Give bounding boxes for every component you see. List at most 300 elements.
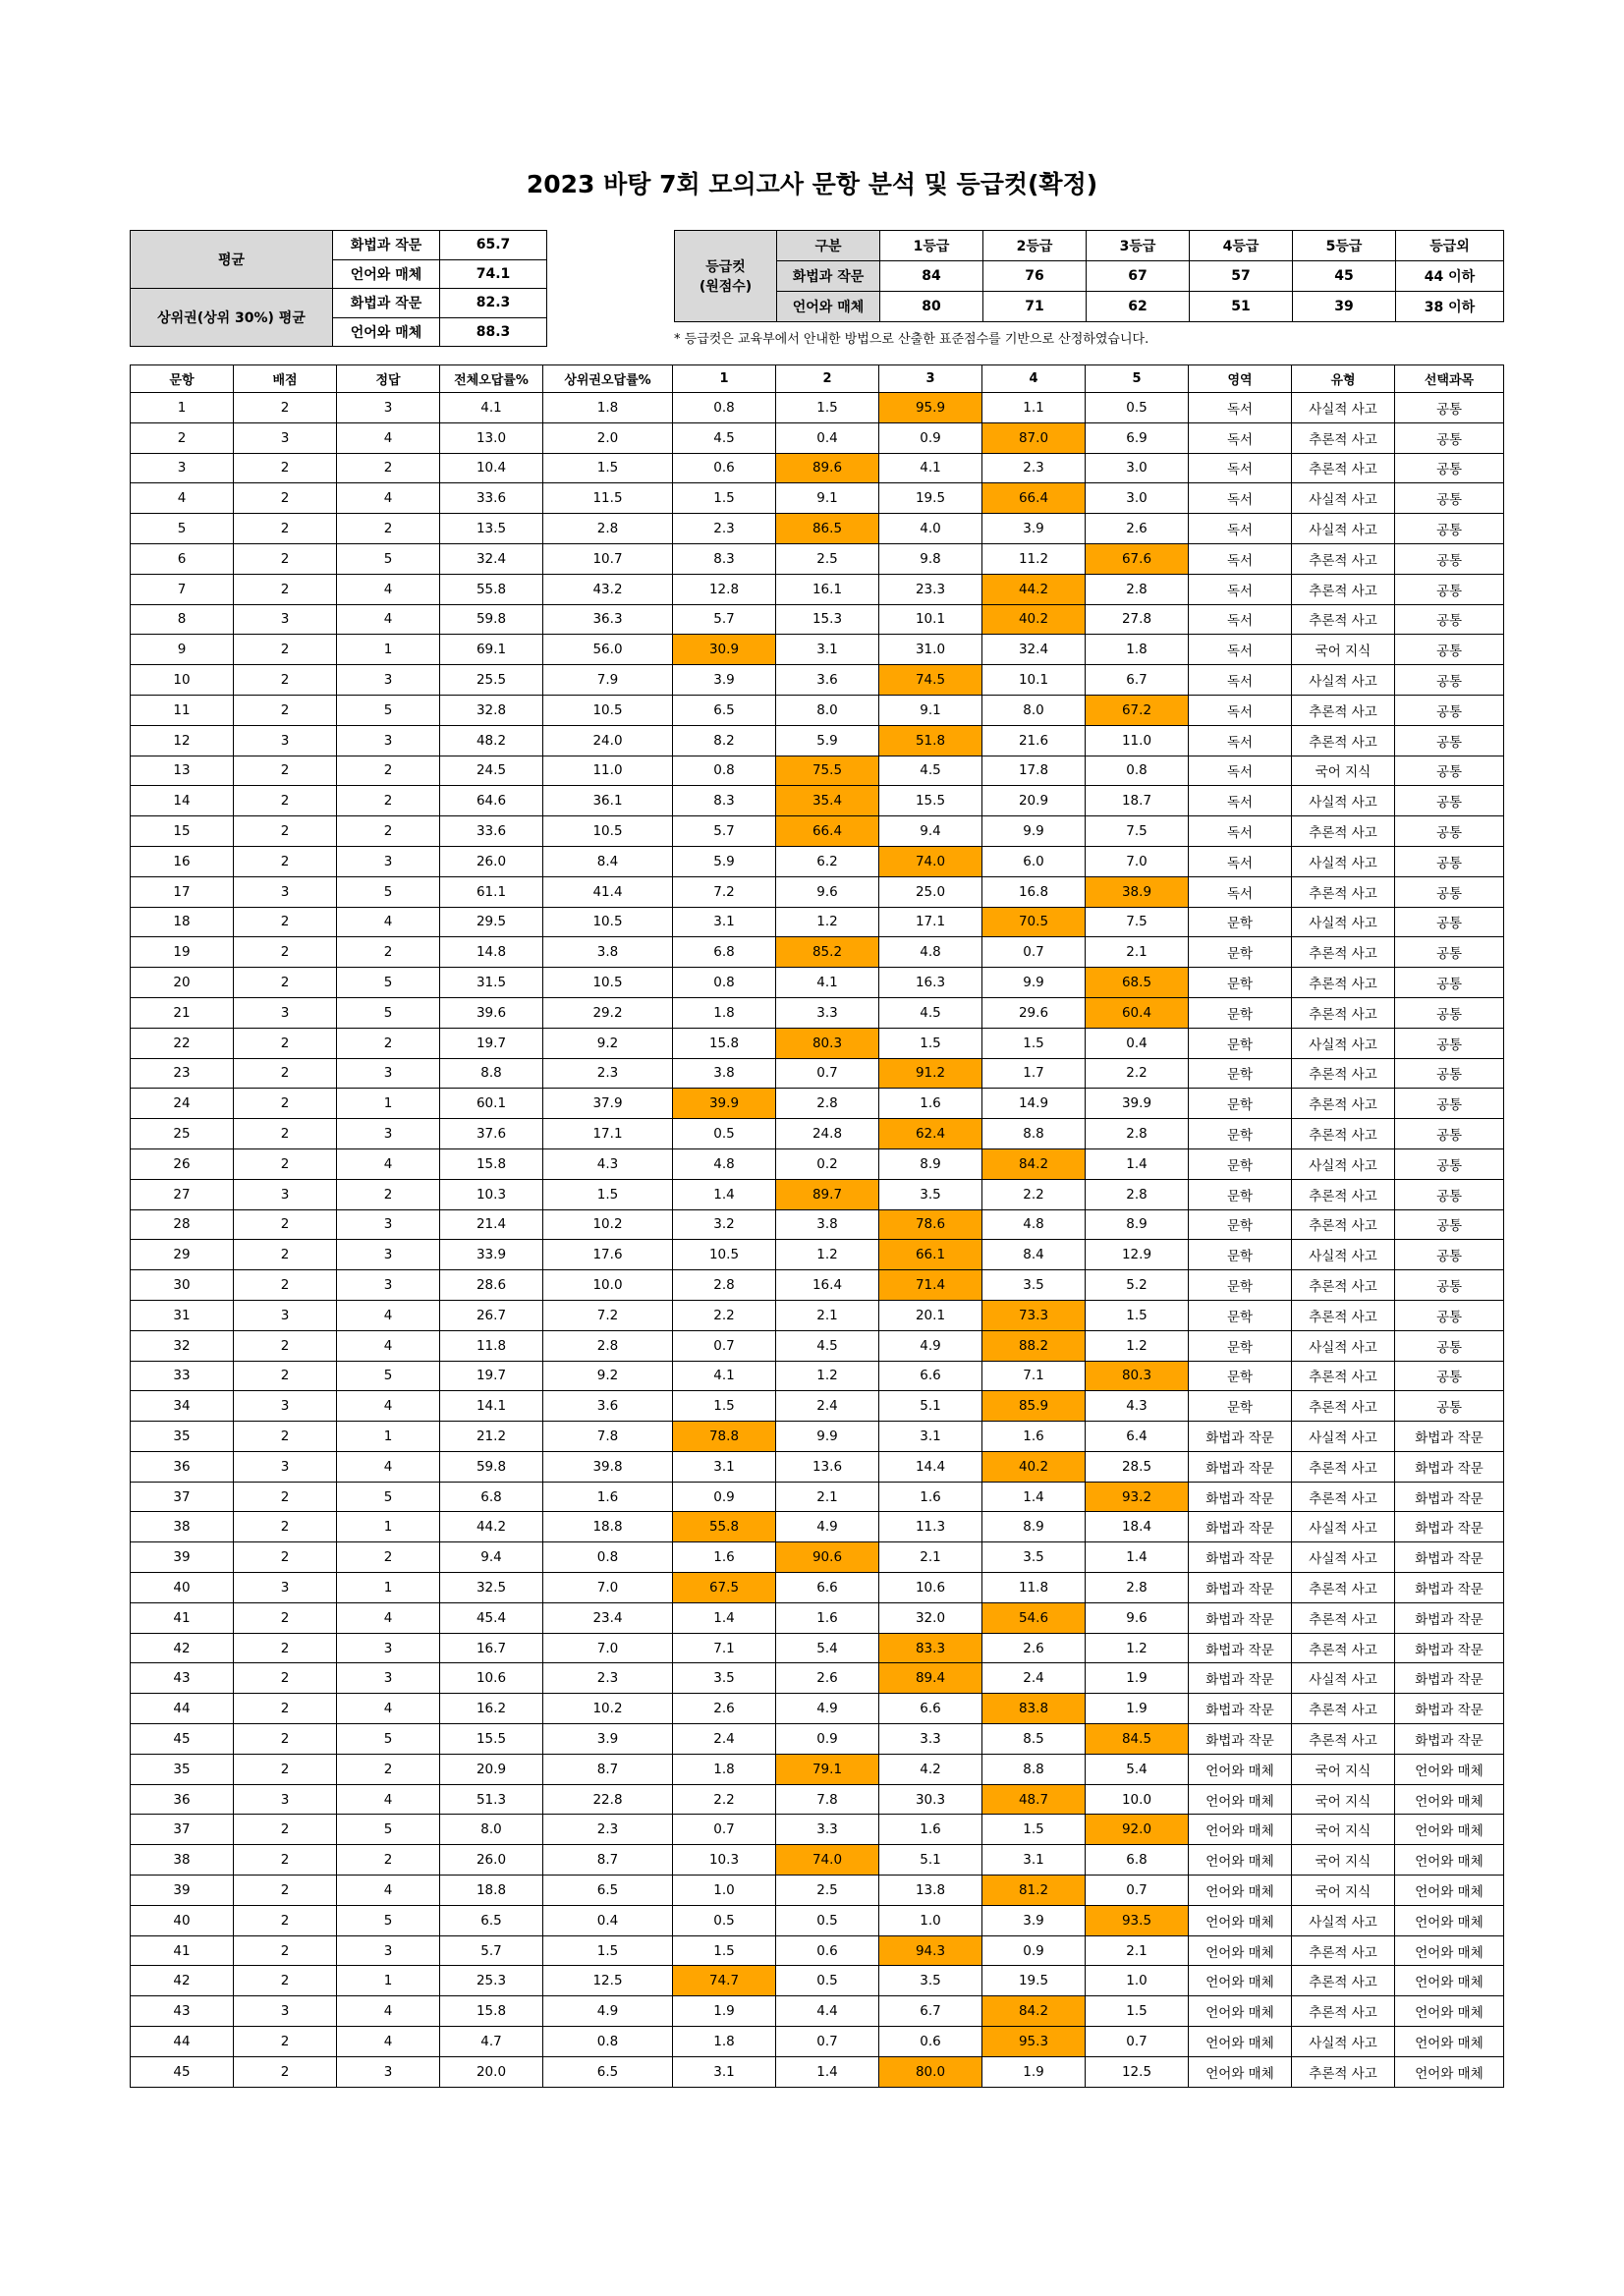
table-row xyxy=(131,1058,1504,1089)
overall-error-rate: 21.4 xyxy=(440,1209,543,1240)
points: 2 xyxy=(234,1148,337,1179)
correct-choice-rate: 40.2 xyxy=(982,1451,1086,1482)
domain: 독서 xyxy=(1189,695,1292,725)
domain: 언어와 매체 xyxy=(1189,1815,1292,1845)
choice-2-rate: 2.1 xyxy=(776,1482,879,1512)
top-error-rate: 11.5 xyxy=(543,483,673,514)
domain: 문학 xyxy=(1189,937,1292,968)
choice-2-rate: 1.5 xyxy=(776,393,879,423)
answer: 1 xyxy=(337,1512,440,1542)
choice-4-rate: 32.4 xyxy=(982,635,1086,665)
correct-choice-rate: 75.5 xyxy=(776,756,879,786)
table-row xyxy=(131,968,1504,998)
choice-2-rate: 5.4 xyxy=(776,1633,879,1663)
choice-3-rate: 4.5 xyxy=(879,756,982,786)
elective-subject: 공통 xyxy=(1395,1391,1504,1422)
cutoff-value: 39 xyxy=(1293,292,1396,322)
cutoff-value: 51 xyxy=(1190,292,1293,322)
correct-choice-rate: 71.4 xyxy=(879,1270,982,1301)
table-row xyxy=(131,1209,1504,1240)
choice-1-rate: 12.8 xyxy=(673,574,776,604)
question-type: 추론적 사고 xyxy=(1292,1270,1395,1301)
overall-error-rate: 4.7 xyxy=(440,2027,543,2057)
question-number: 44 xyxy=(131,2027,234,2057)
elective-subject: 언어와 매체 xyxy=(1395,1996,1504,2027)
choice-3-rate: 8.9 xyxy=(879,1148,982,1179)
elective-subject: 공통 xyxy=(1395,1148,1504,1179)
choice-3-rate: 32.0 xyxy=(879,1602,982,1633)
domain: 언어와 매체 xyxy=(1189,2056,1292,2087)
question-number: 35 xyxy=(131,1754,234,1784)
choice-4-rate: 3.9 xyxy=(982,514,1086,544)
header-choice-4: 4 xyxy=(982,365,1086,393)
correct-choice-rate: 66.4 xyxy=(776,816,879,847)
table-row xyxy=(131,786,1504,816)
top-error-rate: 29.2 xyxy=(543,997,673,1028)
question-number: 43 xyxy=(131,1996,234,2027)
choice-4-rate: 16.8 xyxy=(982,876,1086,907)
correct-choice-rate: 55.8 xyxy=(673,1512,776,1542)
choice-1-rate: 1.9 xyxy=(673,1996,776,2027)
choice-1-rate: 3.1 xyxy=(673,2056,776,2087)
answer: 2 xyxy=(337,786,440,816)
correct-choice-rate: 93.2 xyxy=(1086,1482,1189,1512)
domain: 독서 xyxy=(1189,876,1292,907)
correct-choice-rate: 60.4 xyxy=(1086,997,1189,1028)
domain: 화법과 작문 xyxy=(1189,1724,1292,1755)
points: 2 xyxy=(234,1119,337,1149)
elective-subject: 언어와 매체 xyxy=(1395,1754,1504,1784)
domain: 문학 xyxy=(1189,1209,1292,1240)
elective-subject: 공통 xyxy=(1395,1330,1504,1361)
question-type: 추론적 사고 xyxy=(1292,1451,1395,1482)
cutoff-subject: 언어와 매체 xyxy=(777,292,880,322)
table-row xyxy=(131,1542,1504,1573)
grade-cutoff-table xyxy=(674,230,1504,322)
domain: 언어와 매체 xyxy=(1189,1784,1292,1815)
top-error-rate: 56.0 xyxy=(543,635,673,665)
cutoff-value: 45 xyxy=(1293,261,1396,292)
points: 2 xyxy=(234,1422,337,1452)
correct-choice-rate: 51.8 xyxy=(879,725,982,756)
top-error-rate: 1.5 xyxy=(543,1935,673,1966)
choice-5-rate: 0.7 xyxy=(1086,1876,1189,1906)
correct-choice-rate: 48.7 xyxy=(982,1784,1086,1815)
domain: 독서 xyxy=(1189,604,1292,635)
question-type: 추론적 사고 xyxy=(1292,604,1395,635)
question-type: 사실적 사고 xyxy=(1292,1148,1395,1179)
domain: 화법과 작문 xyxy=(1189,1512,1292,1542)
top-error-rate: 17.1 xyxy=(543,1119,673,1149)
table-row xyxy=(131,1815,1504,1845)
overall-error-rate: 4.1 xyxy=(440,393,543,423)
question-type: 사실적 사고 xyxy=(1292,483,1395,514)
choice-3-rate: 3.3 xyxy=(879,1724,982,1755)
question-type: 추론적 사고 xyxy=(1292,876,1395,907)
answer: 5 xyxy=(337,997,440,1028)
choice-4-rate: 8.9 xyxy=(982,1512,1086,1542)
question-number: 40 xyxy=(131,1573,234,1603)
table-row xyxy=(131,846,1504,876)
elective-subject: 공통 xyxy=(1395,1119,1504,1149)
question-number: 43 xyxy=(131,1663,234,1694)
choice-5-rate: 1.5 xyxy=(1086,1996,1189,2027)
table-row xyxy=(131,2056,1504,2087)
points: 3 xyxy=(234,1451,337,1482)
header-domain: 영역 xyxy=(1189,365,1292,393)
choice-5-rate: 2.8 xyxy=(1086,1573,1189,1603)
domain: 독서 xyxy=(1189,816,1292,847)
choice-2-rate: 16.4 xyxy=(776,1270,879,1301)
table-row xyxy=(131,2027,1504,2057)
header-choice-3: 3 xyxy=(879,365,982,393)
choice-4-rate: 17.8 xyxy=(982,756,1086,786)
choice-4-rate: 1.5 xyxy=(982,1815,1086,1845)
question-number: 38 xyxy=(131,1512,234,1542)
table-row xyxy=(131,574,1504,604)
overall-error-rate: 29.5 xyxy=(440,907,543,937)
average-subject: 화법과 작문 xyxy=(333,289,440,318)
choice-2-rate: 7.8 xyxy=(776,1784,879,1815)
average-subject: 언어와 매체 xyxy=(333,259,440,289)
question-type: 추론적 사고 xyxy=(1292,997,1395,1028)
domain: 문학 xyxy=(1189,1240,1292,1270)
choice-5-rate: 2.8 xyxy=(1086,574,1189,604)
top-error-rate: 9.2 xyxy=(543,1361,673,1391)
points: 3 xyxy=(234,1179,337,1209)
answer: 5 xyxy=(337,695,440,725)
points: 2 xyxy=(234,574,337,604)
choice-2-rate: 4.1 xyxy=(776,968,879,998)
table-row xyxy=(131,453,1504,483)
top-error-rate: 3.9 xyxy=(543,1724,673,1755)
table-row xyxy=(131,1845,1504,1876)
overall-error-rate: 11.8 xyxy=(440,1330,543,1361)
question-number: 40 xyxy=(131,1905,234,1935)
top-error-rate: 37.9 xyxy=(543,1089,673,1119)
question-number: 16 xyxy=(131,846,234,876)
correct-choice-rate: 39.9 xyxy=(673,1089,776,1119)
correct-choice-rate: 83.3 xyxy=(879,1633,982,1663)
choice-3-rate: 14.4 xyxy=(879,1451,982,1482)
choice-1-rate: 3.1 xyxy=(673,1451,776,1482)
question-type: 추론적 사고 xyxy=(1292,422,1395,453)
choice-3-rate: 6.7 xyxy=(879,1996,982,2027)
choice-3-rate: 13.8 xyxy=(879,1876,982,1906)
question-number: 3 xyxy=(131,453,234,483)
choice-2-rate: 3.8 xyxy=(776,1209,879,1240)
choice-2-rate: 4.5 xyxy=(776,1330,879,1361)
elective-subject: 언어와 매체 xyxy=(1395,2056,1504,2087)
top-error-rate: 6.5 xyxy=(543,1876,673,1906)
top-error-rate: 1.6 xyxy=(543,1482,673,1512)
answer: 3 xyxy=(337,1240,440,1270)
correct-choice-rate: 85.9 xyxy=(982,1391,1086,1422)
choice-5-rate: 11.0 xyxy=(1086,725,1189,756)
cutoff-header: 5등급 xyxy=(1293,231,1396,261)
domain: 언어와 매체 xyxy=(1189,1996,1292,2027)
question-type: 추론적 사고 xyxy=(1292,1361,1395,1391)
choice-1-rate: 10.3 xyxy=(673,1845,776,1876)
overall-error-rate: 32.4 xyxy=(440,543,543,574)
overall-error-rate: 59.8 xyxy=(440,604,543,635)
answer: 4 xyxy=(337,422,440,453)
overall-error-rate: 26.0 xyxy=(440,1845,543,1876)
top-error-rate: 36.3 xyxy=(543,604,673,635)
points: 2 xyxy=(234,1876,337,1906)
choice-5-rate: 2.1 xyxy=(1086,1935,1189,1966)
answer: 4 xyxy=(337,1784,440,1815)
overall-error-rate: 26.7 xyxy=(440,1300,543,1330)
choice-5-rate: 28.5 xyxy=(1086,1451,1189,1482)
domain: 독서 xyxy=(1189,725,1292,756)
overall-error-rate: 15.5 xyxy=(440,1724,543,1755)
domain: 문학 xyxy=(1189,1361,1292,1391)
choice-3-rate: 0.6 xyxy=(879,2027,982,2057)
question-number: 41 xyxy=(131,1602,234,1633)
question-type: 추론적 사고 xyxy=(1292,1089,1395,1119)
question-number: 27 xyxy=(131,1179,234,1209)
average-label: 평균 xyxy=(131,231,333,289)
choice-3-rate: 4.1 xyxy=(879,453,982,483)
question-type: 사실적 사고 xyxy=(1292,786,1395,816)
correct-choice-rate: 93.5 xyxy=(1086,1905,1189,1935)
choice-2-rate: 4.9 xyxy=(776,1694,879,1724)
top-error-rate: 2.3 xyxy=(543,1663,673,1694)
choice-2-rate: 2.6 xyxy=(776,1663,879,1694)
top-error-rate: 2.8 xyxy=(543,514,673,544)
choice-2-rate: 2.5 xyxy=(776,1876,879,1906)
answer: 1 xyxy=(337,1966,440,1996)
question-type: 사실적 사고 xyxy=(1292,846,1395,876)
answer: 3 xyxy=(337,846,440,876)
choice-4-rate: 1.6 xyxy=(982,1422,1086,1452)
choice-4-rate: 2.4 xyxy=(982,1663,1086,1694)
cutoff-value: 71 xyxy=(983,292,1087,322)
elective-subject: 언어와 매체 xyxy=(1395,1935,1504,1966)
domain: 문학 xyxy=(1189,1119,1292,1149)
choice-2-rate: 0.7 xyxy=(776,1058,879,1089)
choice-3-rate: 5.1 xyxy=(879,1391,982,1422)
choice-3-rate: 9.8 xyxy=(879,543,982,574)
choice-5-rate: 1.4 xyxy=(1086,1148,1189,1179)
question-type: 사실적 사고 xyxy=(1292,665,1395,696)
domain: 화법과 작문 xyxy=(1189,1602,1292,1633)
choice-5-rate: 1.9 xyxy=(1086,1694,1189,1724)
question-type: 사실적 사고 xyxy=(1292,1663,1395,1694)
choice-1-rate: 2.6 xyxy=(673,1694,776,1724)
choice-2-rate: 9.1 xyxy=(776,483,879,514)
overall-error-rate: 31.5 xyxy=(440,968,543,998)
correct-choice-rate: 89.7 xyxy=(776,1179,879,1209)
answer: 2 xyxy=(337,514,440,544)
question-number: 7 xyxy=(131,574,234,604)
cutoff-header: 3등급 xyxy=(1087,231,1190,261)
correct-choice-rate: 54.6 xyxy=(982,1602,1086,1633)
question-type: 추론적 사고 xyxy=(1292,968,1395,998)
average-subject: 화법과 작문 xyxy=(333,231,440,260)
choice-3-rate: 4.9 xyxy=(879,1330,982,1361)
elective-subject: 공통 xyxy=(1395,604,1504,635)
choice-3-rate: 15.5 xyxy=(879,786,982,816)
correct-choice-rate: 81.2 xyxy=(982,1876,1086,1906)
domain: 화법과 작문 xyxy=(1189,1663,1292,1694)
table-row xyxy=(131,514,1504,544)
choice-5-rate: 2.6 xyxy=(1086,514,1189,544)
question-number: 22 xyxy=(131,1028,234,1058)
elective-subject: 공통 xyxy=(1395,1300,1504,1330)
question-number: 8 xyxy=(131,604,234,635)
question-number: 39 xyxy=(131,1876,234,1906)
elective-subject: 언어와 매체 xyxy=(1395,1845,1504,1876)
answer: 1 xyxy=(337,1089,440,1119)
question-type: 국어 지식 xyxy=(1292,635,1395,665)
choice-2-rate: 2.8 xyxy=(776,1089,879,1119)
overall-error-rate: 14.1 xyxy=(440,1391,543,1422)
choice-2-rate: 13.6 xyxy=(776,1451,879,1482)
question-type: 사실적 사고 xyxy=(1292,1512,1395,1542)
correct-choice-rate: 78.8 xyxy=(673,1422,776,1452)
question-number: 10 xyxy=(131,665,234,696)
question-number: 44 xyxy=(131,1694,234,1724)
points: 3 xyxy=(234,725,337,756)
table-row xyxy=(131,1602,1504,1633)
choice-1-rate: 3.2 xyxy=(673,1209,776,1240)
choice-5-rate: 10.0 xyxy=(1086,1784,1189,1815)
correct-choice-rate: 90.6 xyxy=(776,1542,879,1573)
answer: 5 xyxy=(337,543,440,574)
overall-error-rate: 10.6 xyxy=(440,1663,543,1694)
top-error-rate: 2.0 xyxy=(543,422,673,453)
choice-5-rate: 9.6 xyxy=(1086,1602,1189,1633)
top-error-rate: 0.8 xyxy=(543,2027,673,2057)
choice-5-rate: 6.7 xyxy=(1086,665,1189,696)
choice-2-rate: 15.3 xyxy=(776,604,879,635)
elective-subject: 화법과 작문 xyxy=(1395,1422,1504,1452)
domain: 문학 xyxy=(1189,968,1292,998)
correct-choice-rate: 87.0 xyxy=(982,422,1086,453)
cutoff-value: 76 xyxy=(983,261,1087,292)
choice-1-rate: 3.9 xyxy=(673,665,776,696)
question-number: 21 xyxy=(131,997,234,1028)
points: 2 xyxy=(234,1663,337,1694)
choice-1-rate: 3.1 xyxy=(673,907,776,937)
table-row xyxy=(131,1935,1504,1966)
question-type: 추론적 사고 xyxy=(1292,816,1395,847)
points: 2 xyxy=(234,1754,337,1784)
answer: 5 xyxy=(337,968,440,998)
question-type: 사실적 사고 xyxy=(1292,1028,1395,1058)
choice-2-rate: 0.6 xyxy=(776,1935,879,1966)
average-value: 82.3 xyxy=(440,289,547,318)
answer: 3 xyxy=(337,1119,440,1149)
top-error-rate: 18.8 xyxy=(543,1512,673,1542)
elective-subject: 화법과 작문 xyxy=(1395,1451,1504,1482)
choice-5-rate: 1.0 xyxy=(1086,1966,1189,1996)
domain: 문학 xyxy=(1189,997,1292,1028)
choice-3-rate: 25.0 xyxy=(879,876,982,907)
question-number: 36 xyxy=(131,1784,234,1815)
points: 2 xyxy=(234,483,337,514)
top-error-rate: 0.8 xyxy=(543,1542,673,1573)
question-number: 30 xyxy=(131,1270,234,1301)
table-row xyxy=(131,907,1504,937)
choice-4-rate: 3.9 xyxy=(982,1905,1086,1935)
question-type: 추론적 사고 xyxy=(1292,725,1395,756)
answer: 2 xyxy=(337,756,440,786)
points: 2 xyxy=(234,1694,337,1724)
domain: 언어와 매체 xyxy=(1189,1845,1292,1876)
header-choice-2: 2 xyxy=(776,365,879,393)
choice-3-rate: 1.0 xyxy=(879,1905,982,1935)
cutoff-header: 2등급 xyxy=(983,231,1087,261)
overall-error-rate: 33.9 xyxy=(440,1240,543,1270)
overall-error-rate: 37.6 xyxy=(440,1119,543,1149)
question-number: 19 xyxy=(131,937,234,968)
correct-choice-rate: 74.0 xyxy=(879,846,982,876)
top-error-rate: 39.8 xyxy=(543,1451,673,1482)
choice-5-rate: 18.4 xyxy=(1086,1512,1189,1542)
header-overall-error-rate: 전체오답률% xyxy=(440,365,543,393)
choice-4-rate: 1.4 xyxy=(982,1482,1086,1512)
table-row xyxy=(131,604,1504,635)
elective-subject: 공통 xyxy=(1395,756,1504,786)
table-row xyxy=(131,816,1504,847)
overall-error-rate: 26.0 xyxy=(440,846,543,876)
table-row xyxy=(131,937,1504,968)
question-type: 사실적 사고 xyxy=(1292,1240,1395,1270)
answer: 4 xyxy=(337,574,440,604)
points: 2 xyxy=(234,968,337,998)
top-error-rate: 43.2 xyxy=(543,574,673,604)
correct-choice-rate: 84.2 xyxy=(982,1996,1086,2027)
question-number: 20 xyxy=(131,968,234,998)
question-number: 45 xyxy=(131,2056,234,2087)
elective-subject: 화법과 작문 xyxy=(1395,1512,1504,1542)
points: 2 xyxy=(234,695,337,725)
table-row xyxy=(131,1996,1504,2027)
elective-subject: 화법과 작문 xyxy=(1395,1694,1504,1724)
table-row xyxy=(131,422,1504,453)
domain: 문학 xyxy=(1189,1179,1292,1209)
question-type: 사실적 사고 xyxy=(1292,1330,1395,1361)
elective-subject: 화법과 작문 xyxy=(1395,1482,1504,1512)
domain: 독서 xyxy=(1189,514,1292,544)
elective-subject: 공통 xyxy=(1395,968,1504,998)
elective-subject: 화법과 작문 xyxy=(1395,1663,1504,1694)
choice-5-rate: 5.4 xyxy=(1086,1754,1189,1784)
points: 2 xyxy=(234,1361,337,1391)
choice-1-rate: 1.8 xyxy=(673,2027,776,2057)
question-number: 26 xyxy=(131,1148,234,1179)
correct-choice-rate: 30.9 xyxy=(673,635,776,665)
points: 2 xyxy=(234,543,337,574)
choice-5-rate: 1.2 xyxy=(1086,1330,1189,1361)
overall-error-rate: 15.8 xyxy=(440,1148,543,1179)
overall-error-rate: 5.7 xyxy=(440,1935,543,1966)
choice-1-rate: 0.8 xyxy=(673,756,776,786)
elective-subject: 공통 xyxy=(1395,574,1504,604)
table-row xyxy=(131,876,1504,907)
choice-5-rate: 3.0 xyxy=(1086,453,1189,483)
points: 2 xyxy=(234,393,337,423)
domain: 문학 xyxy=(1189,1391,1292,1422)
choice-3-rate: 4.2 xyxy=(879,1754,982,1784)
answer: 4 xyxy=(337,1876,440,1906)
points: 3 xyxy=(234,1573,337,1603)
choice-3-rate: 31.0 xyxy=(879,635,982,665)
choice-1-rate: 1.5 xyxy=(673,1935,776,1966)
